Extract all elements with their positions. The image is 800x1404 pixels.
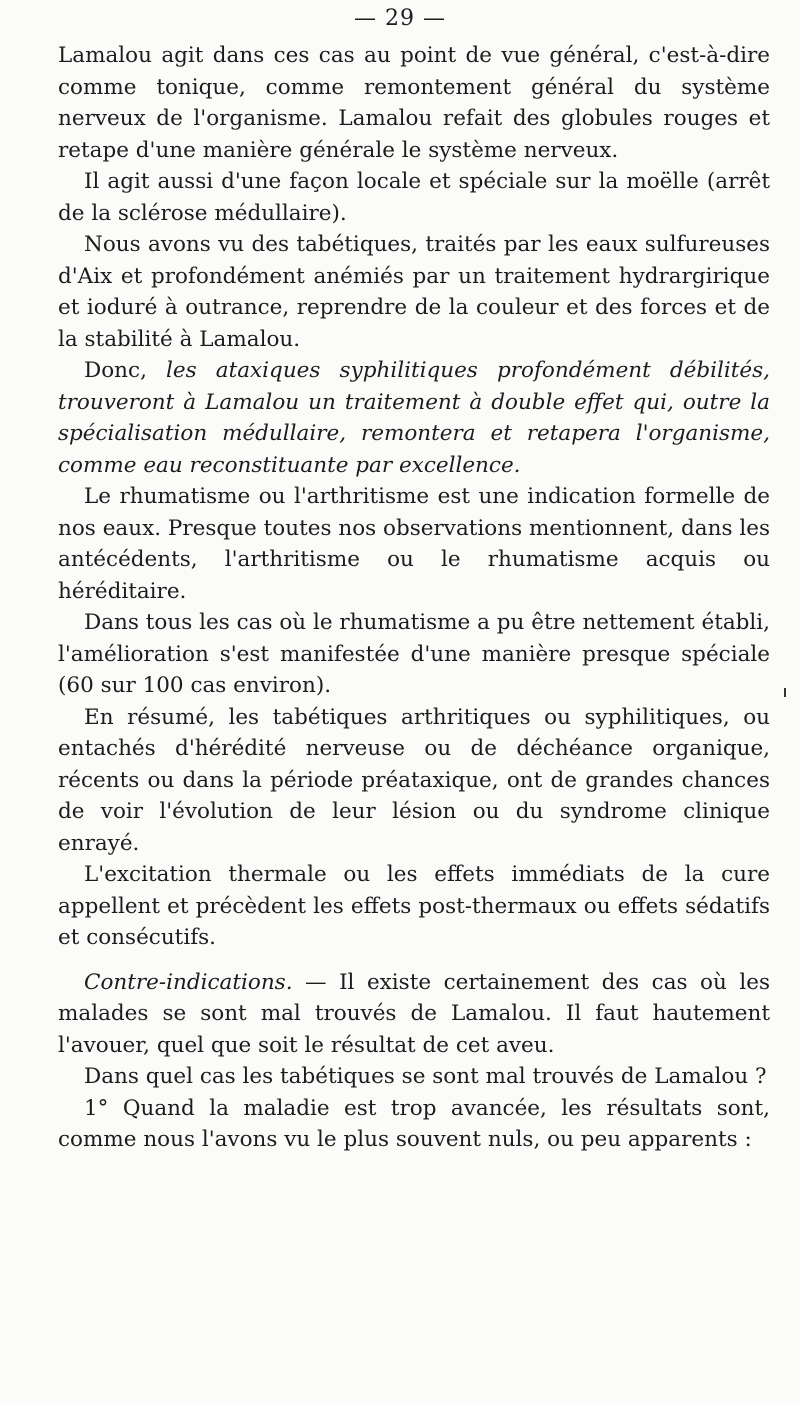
paragraph-local-effect: Il agit aussi d'une façon locale et spéciale sur la moëlle (arrêt de la sclérose médullaire). (58, 169, 770, 226)
paragraph-conclusion (58, 355, 770, 481)
paragraph-contraindications (58, 967, 770, 1062)
page-number: — 29 — (354, 6, 446, 31)
margin-mark (784, 688, 786, 697)
contraindications-heading: Contre-indications. (84, 969, 293, 995)
paragraph-general-effect: Lamalou agit dans ces cas au point de vue général, c'est-à-dire comme tonique, comme remontement général du système nerveux de l'organisme. Lamalou refait des globules rouges et retape d'une manière générale le système nerveux. (58, 43, 770, 163)
conclusion-lead: Donc, (84, 358, 147, 383)
paragraph-improvement-rate: Dans tous les cas où le rhumatisme a pu être nettement établi, l'amélioration s'est manifestée d'une manière presque spéciale (60 sur 100 cas environ). (58, 610, 770, 698)
paragraph-rheumatism-indication: Le rhumatisme ou l'arthritisme est une indication formelle de nos eaux. Presque toutes nos observations mentionnent, dans les antécédents, l'arthritisme ou le rhumatisme acquis ou héréditaire. (58, 484, 770, 604)
paragraph-summary: En résumé, les tabétiques arthritiques ou syphilitiques, ou entachés d'hérédité nerveuse ou de déchéance organique, récents ou dans la période préataxique, ont de grandes chances de voir l'évolution de leur lésion ou du syndrome clinique enrayé. (58, 704, 770, 856)
paragraph-tabetic-observation: Nous avons vu des tabétiques, traités par les eaux sulfureuses d'Aix et profondément anémiés par un traitement hydrargirique et ioduré à outrance, reprendre de la couleur et des forces et de la stabilité à Lamalou. (58, 232, 770, 352)
contraindications-text: — Il existe certainement des cas où les malades se sont mal trouvés de Lamalou. Il faut hautement l'avouer, quel que soit le résultat de cet aveu. (58, 969, 770, 1058)
paragraph-first-case: 1° Quand la maladie est trop avancée, les résultats sont, comme nous l'avons vu le plus souvent nuls, ou peu apparents : (58, 1095, 770, 1152)
paragraph-thermal-excitation: L'excitation thermale ou les effets immédiats de la cure appellent et précèdent les effets post-thermaux ou effets sédatifs et consécutifs. (58, 862, 770, 950)
body-text (58, 40, 770, 1156)
paragraph-question: Dans quel cas les tabétiques se sont mal trouvés de Lamalou ? (84, 1064, 767, 1089)
conclusion-italic: les ataxiques syphilitiques profondément débilités, trouveront à Lamalou un traitement à double effet qui, outre la spécialisation médullaire, remontera et retapera l'organisme, comme eau reconstituante par excellence. (58, 358, 770, 478)
